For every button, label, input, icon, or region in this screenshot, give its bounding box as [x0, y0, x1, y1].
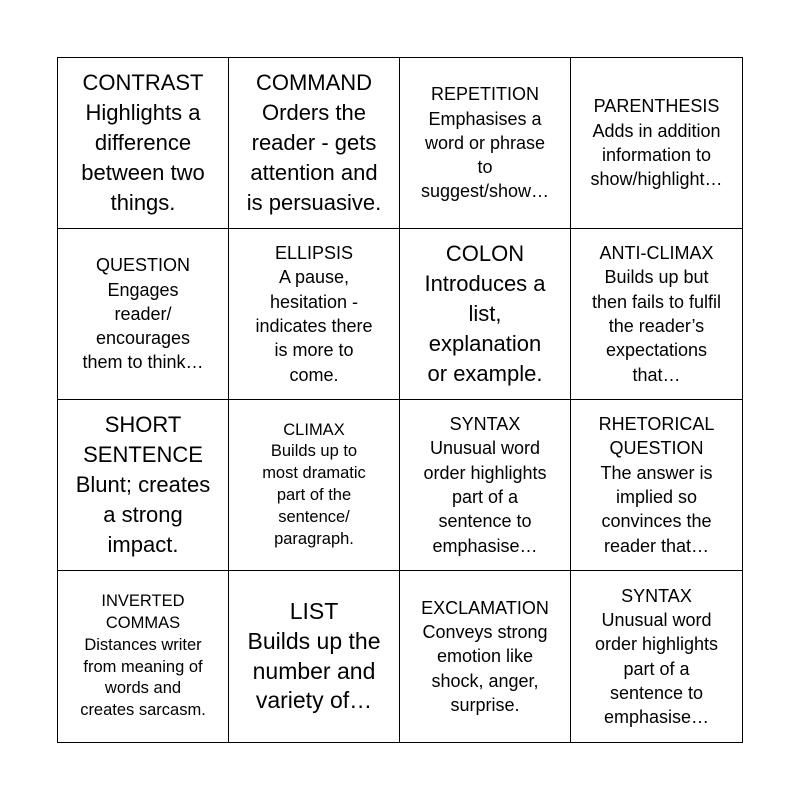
- bingo-cell-command[interactable]: [229, 58, 400, 229]
- cell-text: REPETITION Emphasises a word or phrase to suggest/show…: [420, 84, 550, 202]
- cell-text: QUESTION Engages reader/ encourages them to think…: [82, 255, 204, 373]
- cell-text: SHORT SENTENCE Blunt; creates a strong impact.: [75, 412, 211, 557]
- cell-text: COMMAND Orders the reader - gets attention and is persuasive.: [246, 70, 382, 215]
- bingo-cell-inverted-commas[interactable]: [58, 571, 229, 742]
- cell-text: ANTI-CLIMAX Builds up but then fails to fulfil the reader’s expectations that…: [591, 243, 722, 385]
- bingo-cell-contrast[interactable]: [58, 58, 229, 229]
- bingo-cell-list[interactable]: [229, 571, 400, 742]
- bingo-card: [57, 57, 743, 743]
- bingo-cell-short-sentence[interactable]: [58, 400, 229, 571]
- cell-text: EXCLAMATION Conveys strong emotion like shock, anger, surprise.: [421, 597, 549, 715]
- cell-text: SYNTAX Unusual word order highlights part of a sentence to emphasise…: [594, 585, 719, 728]
- cell-text: SYNTAX Unusual word order highlights part of a sentence to emphasise…: [423, 414, 547, 556]
- bingo-cell-anti-climax[interactable]: [571, 229, 742, 400]
- bingo-cell-repetition[interactable]: [400, 58, 571, 229]
- bingo-cell-rhetorical-question[interactable]: [571, 400, 742, 571]
- cell-text: ELLIPSIS A pause, hesitation - indicates there is more to come.: [255, 243, 373, 385]
- bingo-cell-parenthesis[interactable]: [571, 58, 742, 229]
- bingo-cell-question[interactable]: [58, 229, 229, 400]
- bingo-cell-exclamation[interactable]: [400, 571, 571, 742]
- cell-text: RHETORICAL QUESTION The answer is implied so convinces the reader that…: [598, 414, 715, 556]
- cell-text: COLON Introduces a list, explanation or example.: [424, 241, 546, 386]
- cell-text: LIST Builds up the number and variety of…: [247, 597, 381, 714]
- bingo-cell-colon[interactable]: [400, 229, 571, 400]
- bingo-cell-syntax-2[interactable]: [571, 571, 742, 742]
- cell-text: PARENTHESIS Adds in addition information to show/highlight…: [590, 96, 723, 190]
- cell-text: CLIMAX Builds up to most dramatic part of the sentence/ paragraph.: [262, 420, 366, 548]
- bingo-cell-ellipsis[interactable]: [229, 229, 400, 400]
- cell-text: INVERTED COMMAS Distances writer from meaning of words and creates sarcasm.: [80, 592, 206, 720]
- cell-text: CONTRAST Highlights a difference between two things.: [81, 70, 205, 215]
- bingo-cell-climax[interactable]: [229, 400, 400, 571]
- bingo-cell-syntax[interactable]: [400, 400, 571, 571]
